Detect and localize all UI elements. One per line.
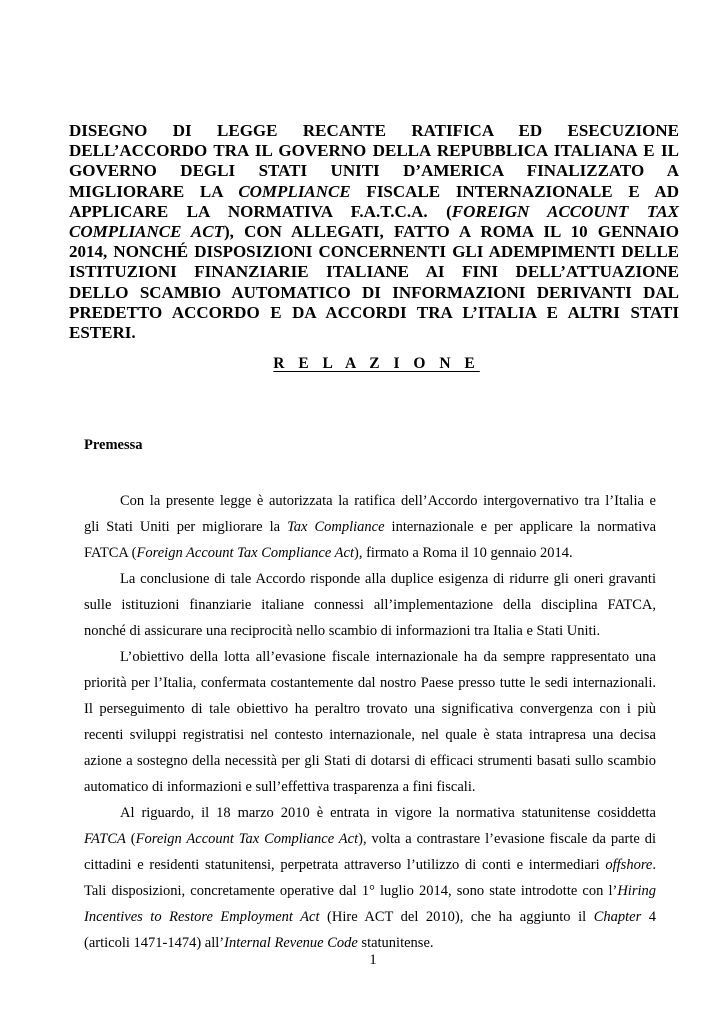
text-run: ESTERI. — [69, 322, 136, 342]
text-run: FATCA ( — [84, 545, 137, 561]
text-run: Con la presente legge è autorizzata la ratifica dell’Accordo intergovernativo tra l’Italia e — [120, 493, 656, 509]
body-line — [84, 800, 656, 826]
text-run: azione a sostegno della necessità per gli Stati di dotarsi di efficaci strumenti basati sullo scambio — [84, 753, 656, 769]
title-line — [69, 141, 679, 161]
body-line — [84, 540, 656, 566]
title-line — [69, 242, 679, 262]
body-line — [84, 566, 656, 592]
body-line — [84, 514, 656, 540]
italic-text: Internal Revenue Code — [224, 935, 358, 951]
title-line — [69, 283, 679, 303]
body-line — [84, 852, 656, 878]
text-run: cittadini e residenti statunitensi, perpetrata attraverso l’utilizzo di conti e intermediari — [84, 857, 606, 873]
body-line — [84, 644, 656, 670]
text-run: ( — [125, 831, 136, 847]
text-run: Il perseguimento di tale obiettivo ha peraltro trovato una significativa convergenza con i più — [84, 701, 656, 717]
page-number: 1 — [369, 952, 377, 968]
italic-text: offshore — [605, 857, 653, 873]
body-line — [84, 722, 656, 748]
text-run: FISCALE INTERNAZIONALE E AD — [350, 181, 679, 201]
body-line — [84, 696, 656, 722]
text-run: La conclusione di tale Accordo risponde alla duplice esigenza di ridurre gli oneri gravanti — [120, 571, 656, 587]
text-run: nonché di assicurare una reciprocità nello scambio di informazioni tra Italia e Stati Uniti. — [84, 623, 601, 639]
italic-text: Incentives to Restore Employment Act — [84, 909, 320, 925]
italic-text: FOREIGN ACCOUNT TAX — [451, 201, 679, 221]
text-run: DISEGNO DI LEGGE RECANTE RATIFICA ED ESECUZIONE — [69, 121, 679, 140]
italic-text: Foreign Account Tax Compliance Act — [135, 831, 359, 847]
italic-text: Chapter — [593, 909, 642, 925]
text-run: DELLO SCAMBIO AUTOMATICO DI INFORMAZIONI DERIVANTI DAL — [69, 282, 679, 302]
section-heading-text: R E L A Z I O N E — [273, 355, 480, 372]
text-run: automatico di informazioni e sull’effettiva trasparenza a fini fiscali. — [84, 779, 476, 795]
title-line — [69, 262, 679, 282]
text-run: (articoli 1471-1474) all’ — [84, 935, 225, 951]
text-run: recenti sviluppi registratisi nel contesto internazionale, nel quale è stata intrapresa una decisa — [84, 727, 656, 743]
text-run: Tali disposizioni, concretamente operative dal 1° luglio 2014, sono state introdotte con l’ — [84, 883, 618, 899]
italic-text: FATCA — [84, 831, 126, 847]
text-run: ), volta a contrastare l’evasione fiscale da parte di — [358, 831, 656, 847]
italic-text: COMPLIANCE ACT — [69, 221, 224, 241]
text-run: DELL’ACCORDO TRA IL GOVERNO DELLA REPUBBLICA ITALIANA E IL — [69, 141, 679, 161]
text-run: ), CON ALLEGATI, FATTO A ROMA IL 10 GENNAIO — [224, 221, 679, 241]
body-line — [84, 748, 656, 774]
text-run: APPLICARE LA NORMATIVA F.A.T.C.A. ( — [69, 201, 452, 221]
italic-text: Tax Compliance — [287, 519, 385, 535]
text-run: PREDETTO ACCORDO E DA ACCORDI TRA L’ITALIA E ALTRI STATI — [69, 302, 679, 322]
body-line — [84, 904, 656, 930]
document-title — [69, 121, 679, 343]
text-run: GOVERNO DEGLI STATI UNITI D’AMERICA FINALIZZATO A — [69, 161, 679, 181]
text-run: 2014, NONCHÉ DISPOSIZIONI CONCERNENTI GLI ADEMPIMENTI DELLE — [69, 242, 679, 262]
title-line — [69, 161, 679, 181]
subheading-premessa: Premessa — [84, 437, 143, 453]
body-line — [84, 826, 656, 852]
title-line — [69, 222, 679, 242]
title-line — [69, 121, 679, 141]
body-line — [84, 878, 656, 904]
body-line — [84, 670, 656, 696]
text-run: priorità per l’Italia, confermata costantemente dal nostro Paese presso tutte le sedi internazionali. — [84, 675, 656, 691]
text-run: internazionale e per applicare la normativa — [384, 519, 656, 535]
body-line — [84, 774, 656, 800]
text-run: statunitense. — [357, 935, 434, 951]
title-line — [69, 202, 679, 222]
text-run: ISTITUZIONI FINANZIARIE ITALIANE AI FINI DELL’ATTUAZIONE — [69, 262, 679, 282]
text-run: ), firmato a Roma il 10 gennaio 2014. — [354, 545, 573, 561]
text-run: sulle istituzioni finanziarie italiane connessi all’implementazione della disciplina FATCA, — [84, 597, 656, 613]
title-line — [69, 323, 679, 343]
text-run: gli Stati Uniti per migliorare la — [84, 519, 288, 535]
italic-text: Hiring — [617, 883, 656, 899]
text-run: (Hire ACT del 2010), che ha aggiunto il — [319, 909, 594, 925]
section-heading — [0, 355, 725, 373]
text-run: 4 — [641, 909, 657, 925]
title-line — [69, 303, 679, 323]
text-run: Al riguardo, il 18 marzo 2010 è entrata in vigore la normativa statunitense cosiddetta — [120, 805, 656, 821]
body-line — [84, 592, 656, 618]
italic-text: COMPLIANCE — [238, 181, 351, 201]
body-line — [84, 618, 656, 644]
text-run: . — [652, 857, 656, 873]
title-line — [69, 182, 679, 202]
body-line — [84, 488, 656, 514]
body-text — [84, 488, 656, 956]
italic-text: Foreign Account Tax Compliance Act — [136, 545, 354, 561]
text-run: MIGLIORARE LA — [69, 181, 239, 201]
text-run: L’obiettivo della lotta all’evasione fiscale internazionale ha da sempre rappresentato una — [120, 649, 656, 665]
